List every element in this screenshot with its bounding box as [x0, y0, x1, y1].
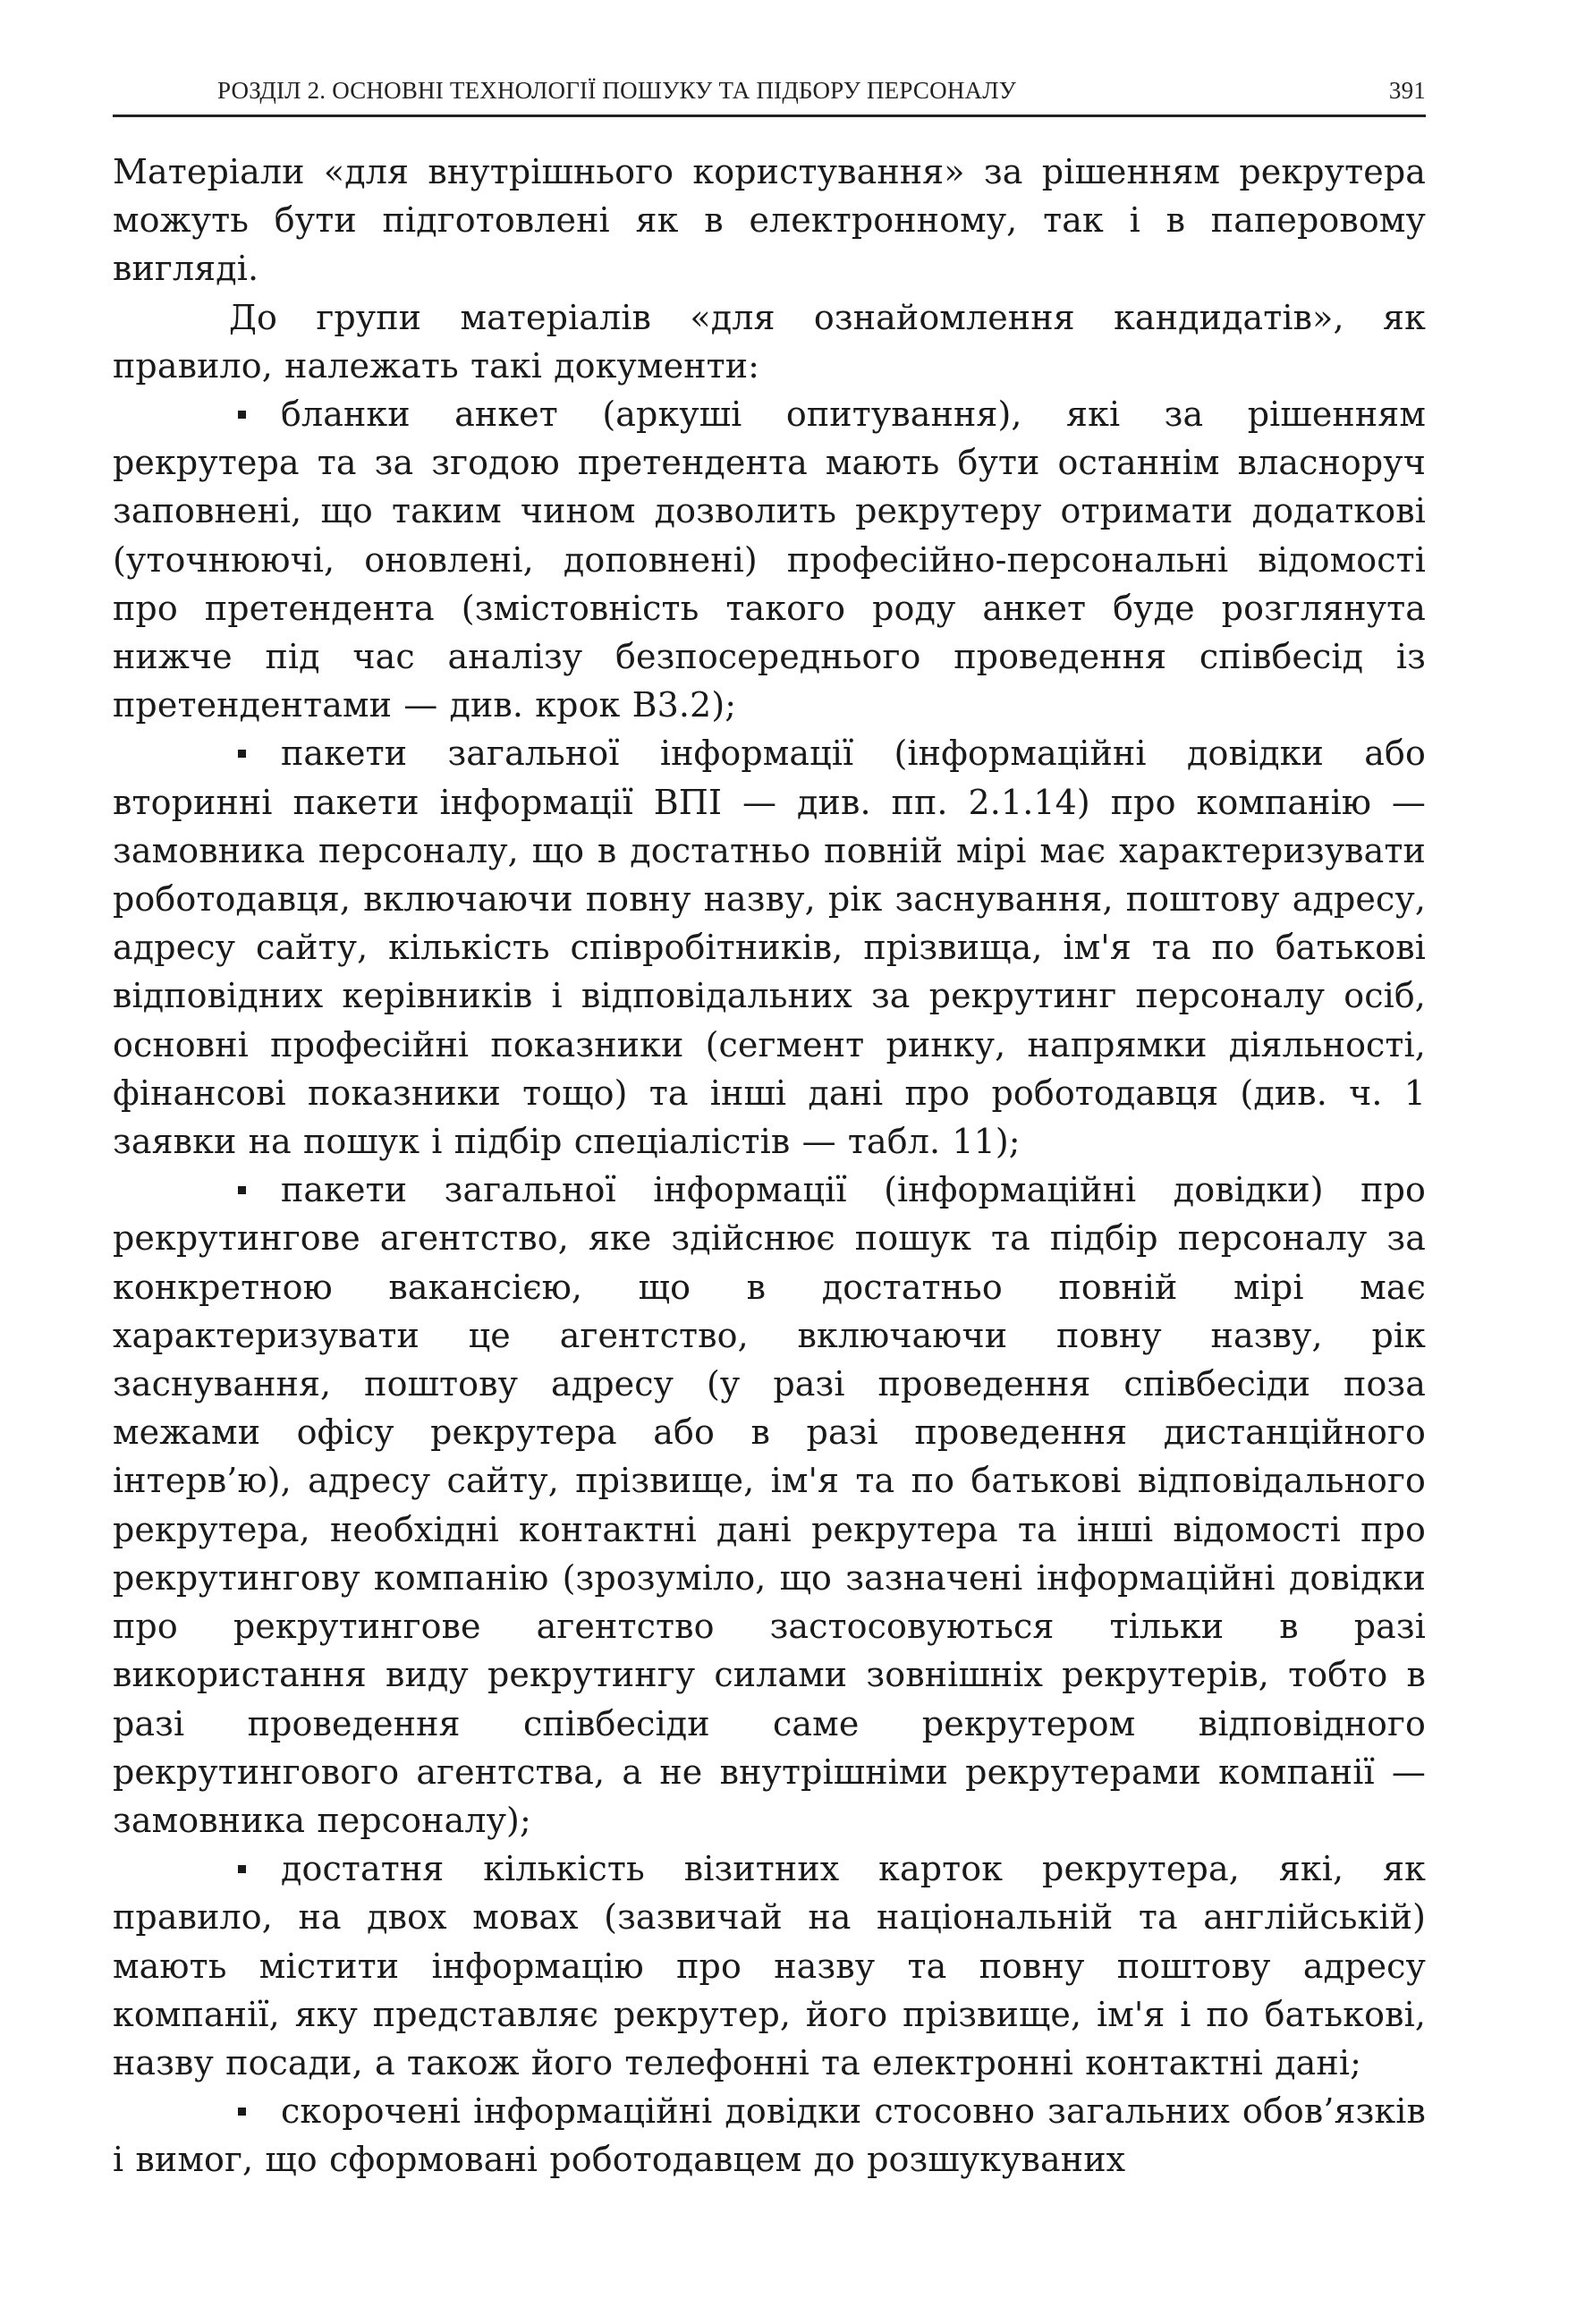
- bullet-icon: [229, 1845, 281, 1893]
- running-header: [113, 63, 1426, 115]
- bullet-text: бланки анкет (аркуші опитування), які за рішенням рекрутера та за згодою претендента мають бути останнім власноруч заповнені, що таким чином дозволить рекрутеру отримати додаткові (уточнюючі, оновлені, доповнені) професійно-персональні відомості про претендента (змістовність такого роду анкет буде розглянута нижче під час аналізу безпосереднього проведення співбесід із претендентами — див. крок В3.2);: [113, 394, 1426, 725]
- body-text: [113, 148, 1426, 2184]
- bullet-list-item: [113, 1845, 1426, 2087]
- bullet-list-item: [113, 2087, 1426, 2184]
- bullet-list-item: [113, 390, 1426, 729]
- bullet-icon: [229, 390, 281, 438]
- bullet-icon: [229, 2087, 281, 2135]
- chapter-title: РОЗДІЛ 2. ОСНОВНІ ТЕХНОЛОГІЇ ПОШУКУ ТА ПІДБОРУ ПЕРСОНАЛУ: [217, 77, 1017, 104]
- bullet-text: пакети загальної інформації (інформаційні довідки) про рекрутингове агентство, яке здійснює пошук та підбір персоналу за конкретною вакансією, що в достатньо повній мірі має характеризувати це агентство, включаючи повну назву, рік заснування, поштову адресу (у разі проведення співбесіди поза межами офісу рекрутера або в разі проведення дистанційного інтерв’ю), адресу сайту, прізвище, ім'я та по батькові відповідального рекрутера, необхідні контактні дані рекрутера та інші відомості про рекрутингову компанію (зрозуміло, що зазначені інформаційні довідки про рекрутингове агентство застосовуються тільки в разі використання виду рекрутингу силами зовнішніх рекрутерів, тобто в разі проведення співбесіди саме рекрутером відповідного рекрутингового агентства, а не внутрішніми рекрутерами компанії — замовника персоналу);: [113, 1170, 1426, 1840]
- paragraph: До групи матеріалів «для ознайомлення кандидатів», як правило, належать такі документи:: [113, 297, 1426, 386]
- bullet-list-item: [113, 729, 1426, 1166]
- bullet-icon: [229, 729, 281, 777]
- bullet-icon: [229, 1166, 281, 1214]
- bullet-text: пакети загальної інформації (інформаційні довідки або вторинні пакети інформації ВПІ — див. пп. 2.1.14) про компанію — замовника персоналу, що в достатньо повній мірі має характеризувати роботодавця, включаючи повну назву, рік заснування, поштову адресу, адресу сайту, кількість співробітників, прізвища, ім'я та по батькові відповідних керівників і відповідальних за рекрутинг персоналу осіб, основні професійні показники (сегмент ринку, напрямки діяльності, фінансові показники тощо) та інші дані про роботодавця (див. ч. 1 заявки на пошук і підбір спеціалістів — табл. 11);: [113, 734, 1426, 1162]
- header-rule: [113, 115, 1426, 117]
- paragraph: Матеріали «для внутрішнього користування» за рішенням рекрутера можуть бути підготовлені як в електронному, так і в паперовому вигляді.: [113, 152, 1426, 289]
- bullet-text: достатня кількість візитних карток рекрутера, які, як правило, на двох мовах (зазвичай на національній та англійській) мають містити інформацію про назву та повну поштову адресу компанії, яку представляє рекрутер, його прізвище, ім'я і по батькові, назву посади, а також його телефонні та електронні контактні дані;: [113, 1849, 1426, 2082]
- book-page: [113, 63, 1426, 2184]
- bullet-list-item: [113, 1166, 1426, 1845]
- bullet-text: скорочені інформаційні довідки стосовно загальних обов’язків і вимог, що сформовані роботодавцем до розшукуваних: [113, 2091, 1426, 2180]
- page-number: 391: [1388, 77, 1426, 104]
